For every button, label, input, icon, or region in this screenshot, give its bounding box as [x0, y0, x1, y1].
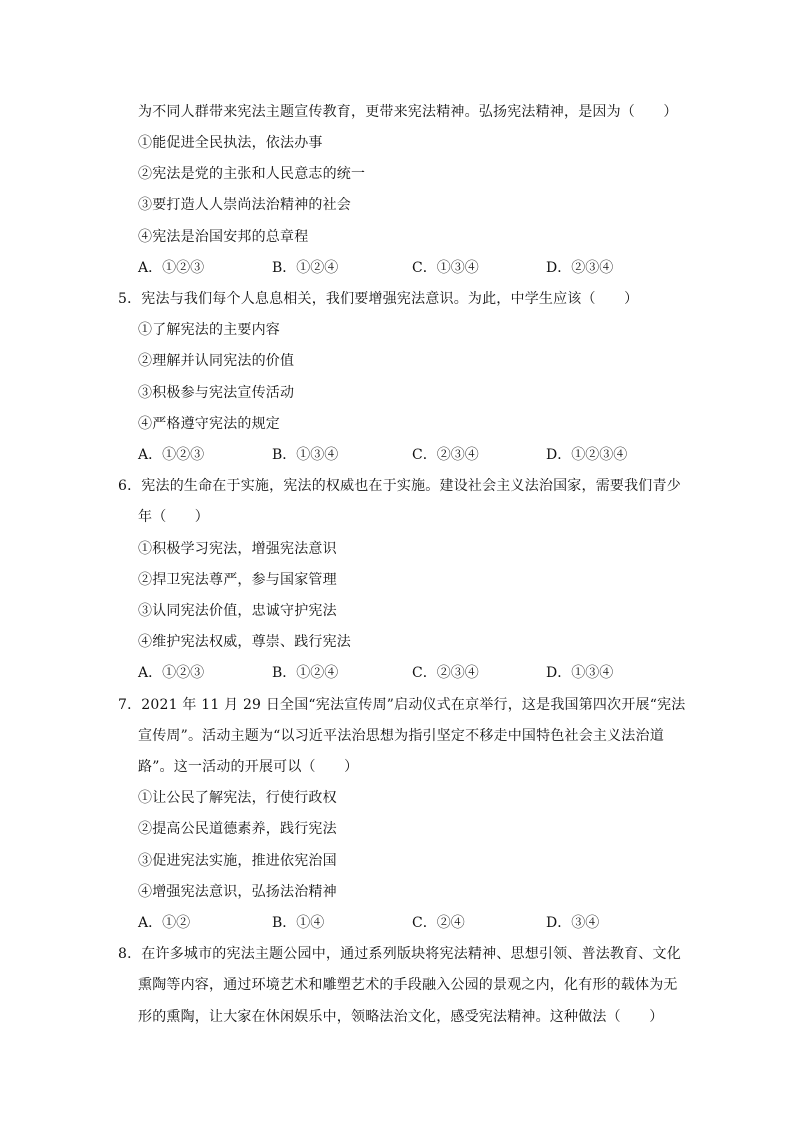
q7-stem-line-2: 宣传周”。活动主题为“以习近平法治思想为指引坚定不移走中国特色社会主义法治道	[138, 728, 664, 744]
q6-item-1: ①积极学习宪法，增强宪法意识	[138, 541, 337, 557]
q5-item-1: ①了解宪法的主要内容	[138, 322, 280, 338]
q7-item-3: ③促进宪法实施，推进依宪治国	[138, 853, 337, 869]
q6-item-4: ④维护宪法权威，尊崇、践行宪法	[138, 634, 351, 650]
q5-choice-b: B．①③④	[272, 447, 339, 463]
q4-item-2: ②宪法是党的主张和人民意志的统一	[138, 166, 366, 182]
q7-choice-a: A．①②	[138, 915, 191, 931]
q7-item-2: ②提高公民道德素养，践行宪法	[138, 821, 337, 837]
q5-item-2: ②理解并认同宪法的价值	[138, 353, 295, 369]
q7-stem-line-1: 7．2021 年 11 月 29 日全国“宪法宣传周”启动仪式在京举行，这是我国第四次开展“宪法	[118, 697, 686, 713]
q7-item-1: ①让公民了解宪法，行使行政权	[138, 790, 337, 806]
q4-stem-continuation: 为不同人群带来宪法主题宣传教育，更带来宪法精神。弘扬宪法精神，是因为（ ）	[138, 104, 678, 120]
q7-choice-b: B．①④	[272, 915, 325, 931]
q7-stem-line-3: 路”。这一活动的开展可以（ ）	[138, 759, 359, 775]
q6-stem-line-1: 6．宪法的生命在于实施，宪法的权威也在于实施。建设社会主义法治国家，需要我们青少	[118, 478, 681, 494]
q5-item-3: ③积极参与宪法宣传活动	[138, 385, 295, 401]
q8-stem-line-3: 形的熏陶，让大家在休闲娱乐中，领略法治文化，感受宪法精神。这种做法（ ）	[138, 1009, 664, 1025]
q4-item-3: ③要打造人人崇尚法治精神的社会	[138, 197, 351, 213]
q4-choice-a: A．①②③	[138, 260, 205, 276]
q6-item-2: ②捍卫宪法尊严，参与国家管理	[138, 572, 337, 588]
q7-choice-c: C．②④	[412, 915, 465, 931]
q5-choice-d: D．①②③④	[546, 447, 628, 463]
q8-stem-line-2: 熏陶等内容，通过环境艺术和雕塑艺术的手段融入公园的景观之内，化有形的载体为无	[138, 977, 678, 993]
q6-choice-d: D．①③④	[546, 665, 614, 681]
q6-choice-a: A．①②③	[138, 665, 205, 681]
q6-choice-b: B．①②④	[272, 665, 339, 681]
q4-item-4: ④宪法是治国安邦的总章程	[138, 229, 309, 245]
q8-stem-line-1: 8．在许多城市的宪法主题公园中，通过系列版块将宪法精神、思想引领、普法教育、文化	[118, 946, 681, 962]
q4-choice-c: C．①③④	[412, 260, 479, 276]
q5-item-4: ④严格遵守宪法的规定	[138, 416, 280, 432]
q5-stem: 5．宪法与我们每个人息息相关，我们要增强宪法意识。为此，中学生应该（ ）	[118, 291, 639, 307]
q4-choice-b: B．①②④	[272, 260, 339, 276]
q4-item-1: ①能促进全民执法，依法办事	[138, 135, 323, 151]
q6-item-3: ③认同宪法价值，忠诚守护宪法	[138, 603, 337, 619]
q6-choice-c: C．②③④	[412, 665, 479, 681]
q7-choice-d: D．③④	[546, 915, 600, 931]
q7-item-4: ④增强宪法意识，弘扬法治精神	[138, 884, 337, 900]
q5-choice-c: C．②③④	[412, 447, 479, 463]
q5-choice-a: A．①②③	[138, 447, 205, 463]
q6-stem-line-2: 年（ ）	[138, 509, 209, 525]
q4-choice-d: D．②③④	[546, 260, 614, 276]
